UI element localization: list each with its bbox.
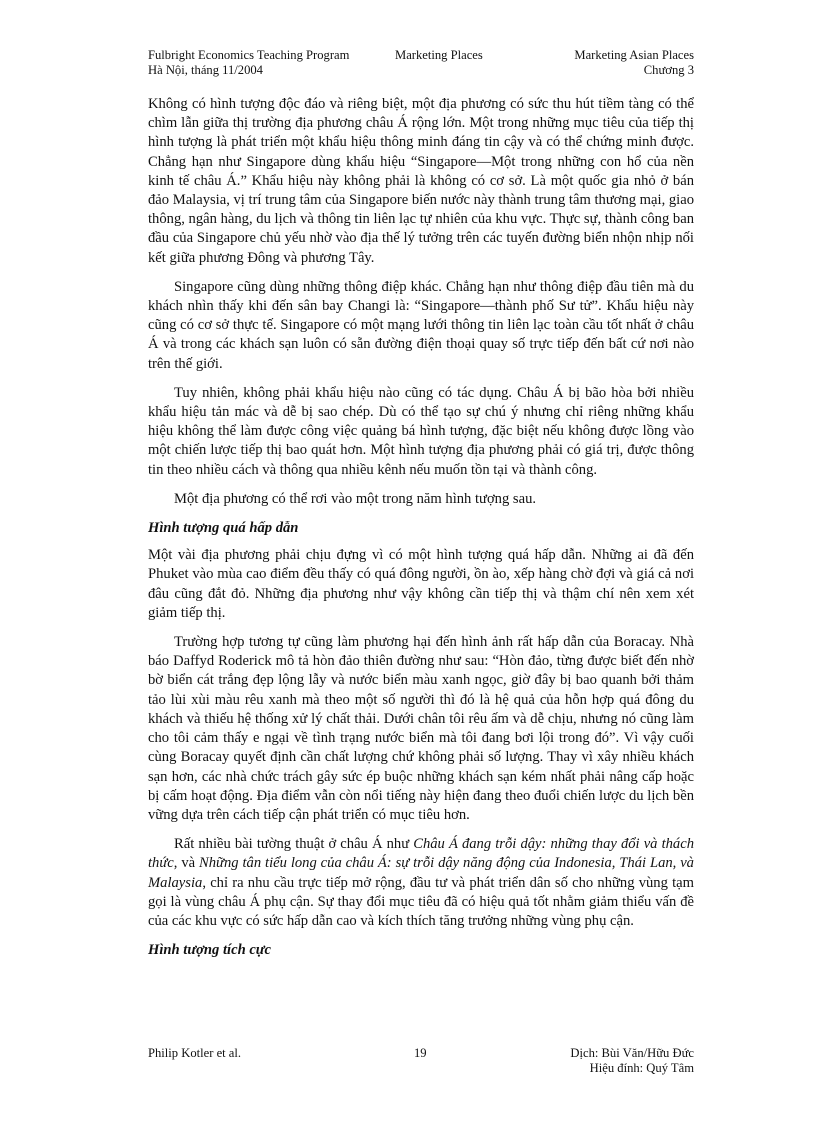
paragraph-1: Không có hình tượng độc đáo và riêng biệt, một địa phương có sức thu hút tiềm tàng có thể chìm lẫn giữa thị trường địa phương châu Á rộng lớn. Một trong những mục tiêu của tiếp thị hình tượng là phát triển một khẩu hiệu thông minh đáng tin cậy và có thể chứng minh được. Chẳng hạn như Singapore dùng khẩu hiệu “Singapore—Một trong những con hổ của nền kinh tế châu Á.” Khẩu hiệu này không phải là không có cơ sở. Là một quốc gia nhỏ ở bán đảo Malaysia, vị trí trung tâm của Singapore biến nước này thành trung tâm thương mại, giao thông, ngân hàng, du lịch và thông tin liên lạc tự nhiên của khu vực. Thực sự, thành công ban đầu của Singapore chủ yếu nhờ vào địa thế lý tưởng trên các tuyến đường biển nhộn nhịp nối kết giữa phương Đông và phương Tây.	[148, 96, 694, 266]
page-header	[148, 48, 694, 78]
book-title-1: Châu Á đang trỗi dậy: những thay đổi và thách thức	[148, 836, 695, 872]
footer-right-line1: Dịch: Bùi Văn/Hữu Đức	[570, 1046, 694, 1060]
paragraph-6: Trường hợp tương tự cũng làm phương hại đến hình ảnh rất hấp dẫn của Boracay. Nhà báo Daffyd Roderick mô tả hòn đảo thiên đường như sau: “Hòn đảo, từng được biết đến nhờ bờ biển cát trắng đẹp lộng lẫy và nước biển màu xanh ngọc, giờ đây bị bao quanh bởi thảm tảo lùi xùi màu rêu xanh mà theo một số người thì đó là hệ quả của hỗn hợp quá đông du khách và thiếu hệ thống xử lý chất thải. Dưới chân tôi rêu ấm và dễ chịu, nhưng nó cũng làm cho tôi cảm thấy e ngại về tình trạng nước biển mà tôi đang bơi lội trong đó”. Vì vậy cuối cùng Boracay quyết định cần chất lượng chứ không phải số lượng. Thay vì xây nhiều khách sạn hơn, các nhà chức trách gây sức ép buộc những khách sạn kém nhất phải nâng cấp hoặc bị cấm hoạt động. Địa điểm vẫn còn nổi tiếng này hiện đang theo đuổi chiến lược du lịch bền vững dựa trên cách tiếp cận phát triển có mục tiêu hơn.	[148, 634, 694, 823]
page-footer	[148, 1046, 694, 1075]
header-left-line2: Hà Nội, tháng 11/2004	[148, 63, 263, 77]
paragraph-7	[148, 835, 694, 931]
page-body	[148, 95, 694, 968]
book-title-2: Những tân tiểu long của châu Á: sự trỗi dậy năng động của Indonesia, Thái Lan, và Malaysia	[148, 855, 694, 891]
page-number: 19	[414, 1046, 427, 1060]
paragraph-5: Một vài địa phương phải chịu đựng vì có một hình tượng quá hấp dẫn. Những ai đã đến Phuket vào mùa cao điểm đều thấy có quá đông người, ồn ào, xếp hàng chờ đợi và giá cả nơi đâu cũng đắt đỏ. Những địa phương như vậy không cần tiếp thị và thậm chí nên xem xét giảm tiếp thị.	[148, 547, 694, 621]
paragraph-7-part-c: , và	[173, 855, 200, 872]
paragraph-2: Singapore cũng dùng những thông điệp khác. Chẳng hạn như thông điệp đầu tiên mà du khách nhìn thấy khi đến sân bay Changi là: “Singapore—thành phố Sư tử”. Khẩu hiệu này cũng có cơ sở thực tế. Singapore có một mạng lưới thông tin liên lạc toàn cầu tốt nhất ở châu Á và trong các khách sạn luôn có sẵn đường điện thoại quay số trực tiếp đến bất cứ nơi nào trên thế giới.	[148, 278, 694, 372]
header-right-line1: Marketing Asian Places	[574, 48, 694, 62]
section-heading-attractive: Hình tượng quá hấp dẫn	[148, 520, 299, 537]
header-right	[574, 48, 694, 78]
paragraph-7-part-a: Rất nhiều bài tường thuật ở châu Á như	[174, 836, 414, 853]
paragraph-4: Một địa phương có thể rơi vào một trong năm hình tượng sau.	[174, 490, 537, 507]
header-right-line2: Chương 3	[643, 63, 694, 77]
section-heading-positive: Hình tượng tích cực	[148, 942, 272, 959]
footer-right-line2: Hiệu đính: Quý Tâm	[589, 1061, 694, 1075]
paragraph-7-part-e: , chỉ ra nhu cầu trực tiếp mở rộng, đầu tư và phát triển dân số cho những vùng tạm gọi là vùng châu Á phụ cận. Sự thay đổi mục tiêu đã có hiệu quả tốt nhằm giảm thiểu vấn đề của các khu vực có sức hấp dẫn cao và kích thích tăng trưởng những vùng phụ cận.	[148, 874, 694, 929]
footer-right	[570, 1046, 694, 1076]
footer-left: Philip Kotler et al.	[148, 1046, 242, 1060]
paragraph-3: Tuy nhiên, không phải khẩu hiệu nào cũng có tác dụng. Châu Á bị bão hòa bởi nhiều khẩu hiệu tản mác và dễ bị sao chép. Dù có thể tạo sự chú ý nhưng chỉ riêng những khẩu hiệu không thể làm được công việc quảng bá hình tượng, đặc biệt nếu không được lồng vào một chiến lược tiếp thị bao quát hơn. Một hình tượng địa phương phải có giá trị, được thông tin theo nhiều cách và thông qua nhiều kênh nếu muốn tồn tại và thành công.	[148, 384, 694, 478]
header-left-line1: Fulbright Economics Teaching Program	[148, 48, 350, 62]
header-center: Marketing Places	[395, 48, 483, 62]
